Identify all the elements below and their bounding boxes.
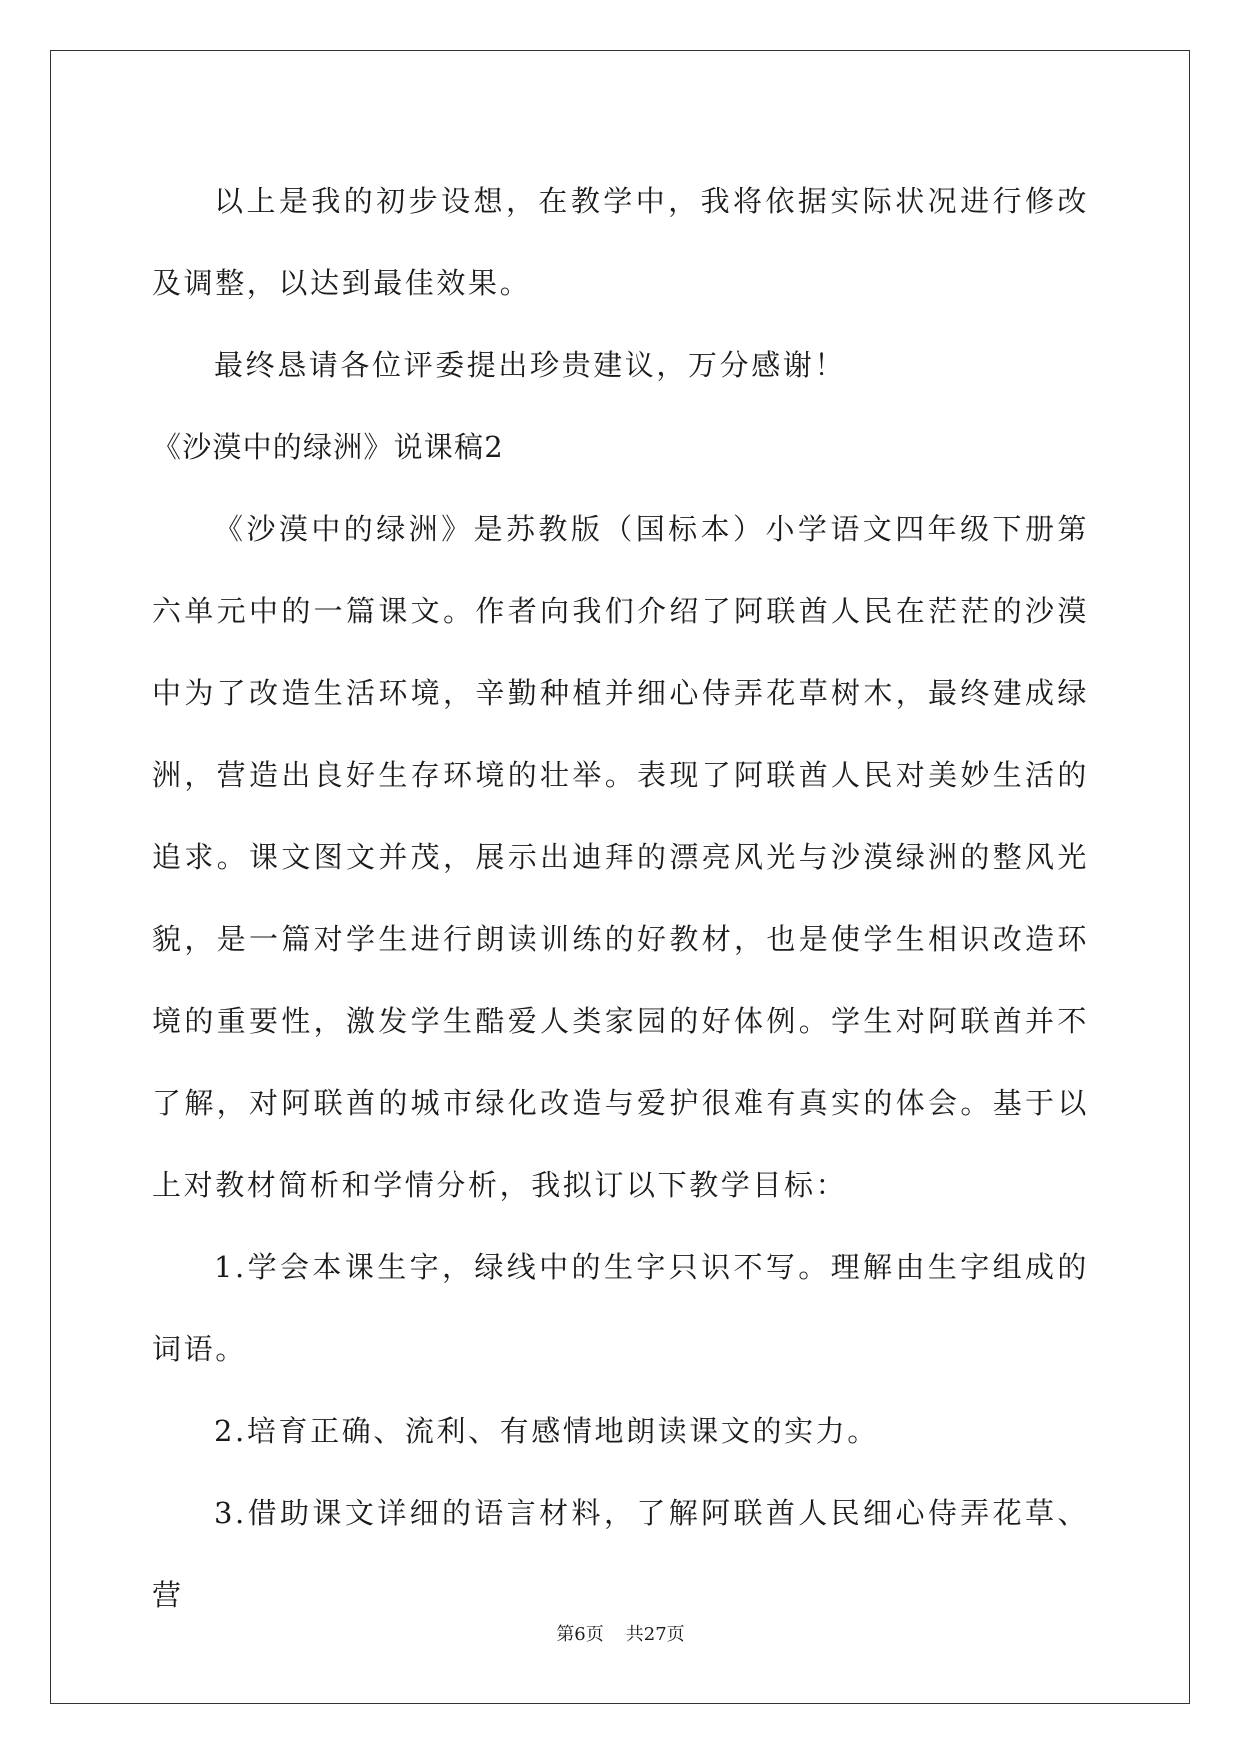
page-footer [0, 1624, 1241, 1646]
objective-item-3: 3.借助课文详细的语言材料，了解阿联酋人民细心侍弄花草、营 [152, 1496, 1089, 1612]
page-number: 第6页 [556, 1624, 604, 1645]
objective-item-2: 2.培育正确、流利、有感情地朗读课文的实力。 [214, 1414, 879, 1448]
section-title: 《沙漠中的绿洲》说课稿2 [152, 430, 504, 464]
total-pages: 共27页 [625, 1624, 685, 1645]
document-body [152, 160, 1089, 1636]
paragraph-textbook-analysis: 《沙漠中的绿洲》是苏教版（国标本）小学语文四年级下册第六单元中的一篇课文。作者向我们介绍了阿联酋人民在茫茫的沙漠中为了改造生活环境，辛勤种植并细心侍弄花草树木，最终建成绿洲，营造出良好生存环境的壮举。表现了阿联酋人民对美妙生活的追求。课文图文并茂，展示出迪拜的漂亮风光与沙漠绿洲的整风光 貌，是一篇对学生进行朗读训练的好教材，也是使学生相识改造环境的重要性，激发学生酷爱人类家园的好体例。学生对阿联酋并不了解，对阿联酋的城市绿化改造与爱护很难有真实的体会。基于以上对教材简析和学情分析，我拟订以下教学目标： [152, 512, 1089, 1202]
objective-item-1: 1.学会本课生字，绿线中的生字只识不写。理解由生字组成的词语。 [152, 1250, 1089, 1366]
paragraph-thanks: 最终恳请各位评委提出珍贵建议，万分感谢！ [214, 348, 847, 382]
paragraph-closing-remarks: 以上是我的初步设想，在教学中，我将依据实际状况进行修改及调整，以达到最佳效果。 [152, 184, 1089, 300]
